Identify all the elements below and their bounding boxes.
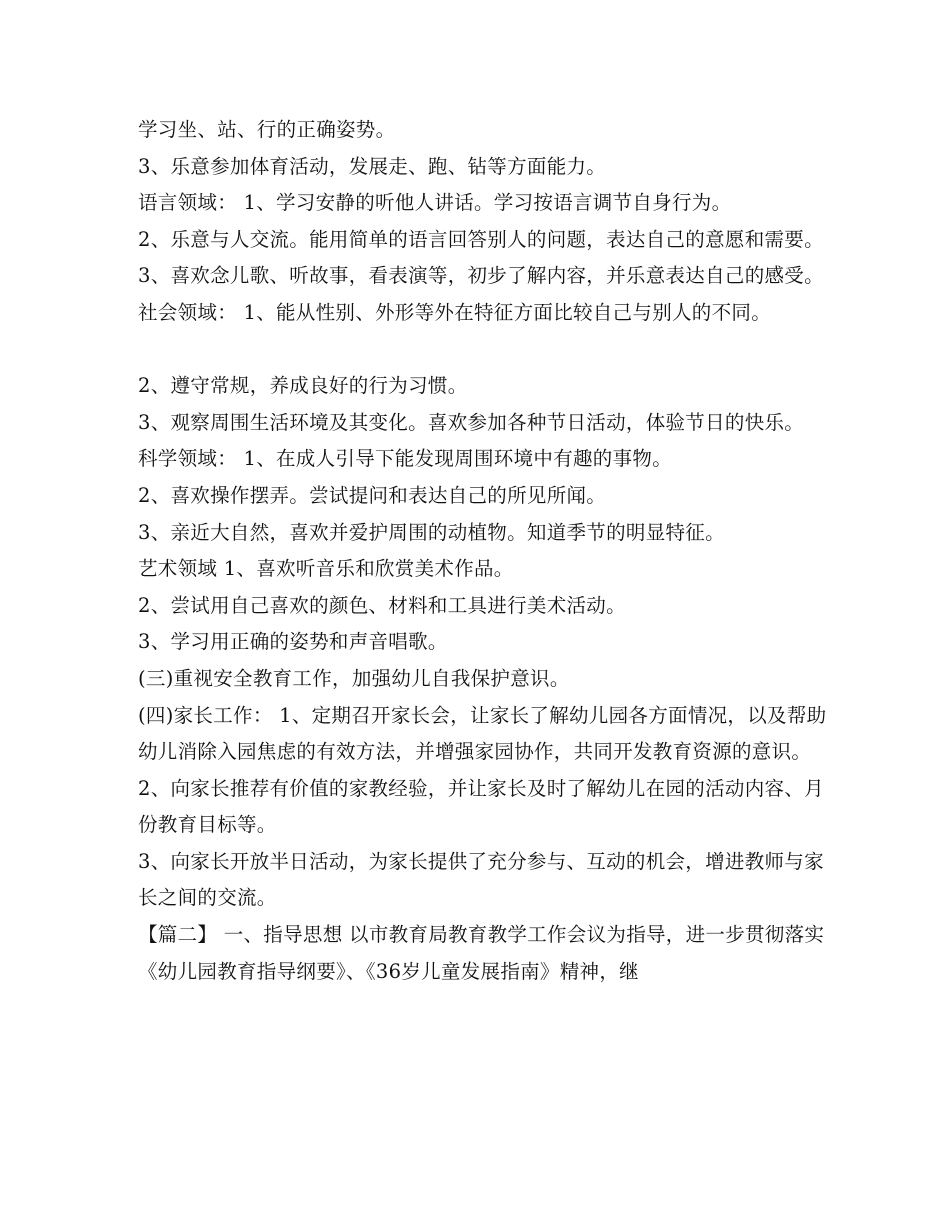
- paragraph-19: 【篇二】 一、指导思想 以市教育局教育教学工作会议为指导，进一步贯彻落实《幼儿园教育指导纲要》、《36岁儿童发展指南》精神，继: [138, 923, 825, 983]
- paragraph-11: 3、亲近大自然，喜欢并爱护周围的动植物。知道季节的明显特征。: [138, 520, 725, 544]
- paragraph-15: (三)重视安全教育工作，加强幼儿自我保护意识。: [138, 666, 570, 690]
- paragraph-13: 2、尝试用自己喜欢的颜色、材料和工具进行美术活动。: [138, 593, 626, 617]
- paragraph-5: 3、喜欢念儿歌、听故事，看表演等，初步了解内容，并乐意表达自己的感受。: [138, 264, 824, 288]
- paragraph-3: 语言领域： 1、学习安静的听他人讲话。学习按语言调节自身行为。: [138, 191, 732, 215]
- paragraph-6: 社会领域： 1、能从性别、外形等外在特征方面比较自己与别人的不同。: [138, 300, 772, 324]
- paragraph-1: 学习坐、站、行的正确姿势。: [138, 118, 396, 141]
- paragraph-2: 3、乐意参加体育活动，发展走、跑、钻等方面能力。: [138, 154, 607, 178]
- paragraph-9: 科学领域： 1、在成人引导下能发现周围环境中有趣的事物。: [138, 447, 673, 471]
- paragraph-12: 艺术领域 1、喜欢听音乐和欣赏美术作品。: [138, 557, 514, 581]
- paragraph-4: 2、乐意与人交流。能用简单的语言回答别人的问题，表达自己的意愿和需要。: [138, 227, 824, 251]
- paragraph-10: 2、喜欢操作摆弄。尝试提问和表达自己的所见所闻。: [138, 483, 607, 507]
- paragraph-16: (四)家长工作： 1、定期召开家长会，让家长了解幼儿园各方面情况，以及帮助幼儿消除入园焦虑的有效方法，并增强家园协作，共同开发教育资源的意识。: [138, 703, 827, 764]
- paragraph-18: 3、向家长开放半日活动，为家长提供了充分参与、互动的机会，增进教师与家长之间的交流。: [138, 849, 824, 910]
- paragraph-8: 3、观察周围生活环境及其变化。喜欢参加各种节日活动，体验节日的快乐。: [138, 410, 805, 434]
- document-body: [138, 112, 838, 990]
- paragraph-14: 3、学习用正确的姿势和声音唱歌。: [138, 630, 448, 654]
- paragraph-17: 2、向家长推荐有价值的家教经验，并让家长及时了解幼儿在园的活动内容、月份教育目标等。: [138, 776, 824, 837]
- paragraph-7: 2、遵守常规，养成良好的行为习惯。: [138, 374, 468, 398]
